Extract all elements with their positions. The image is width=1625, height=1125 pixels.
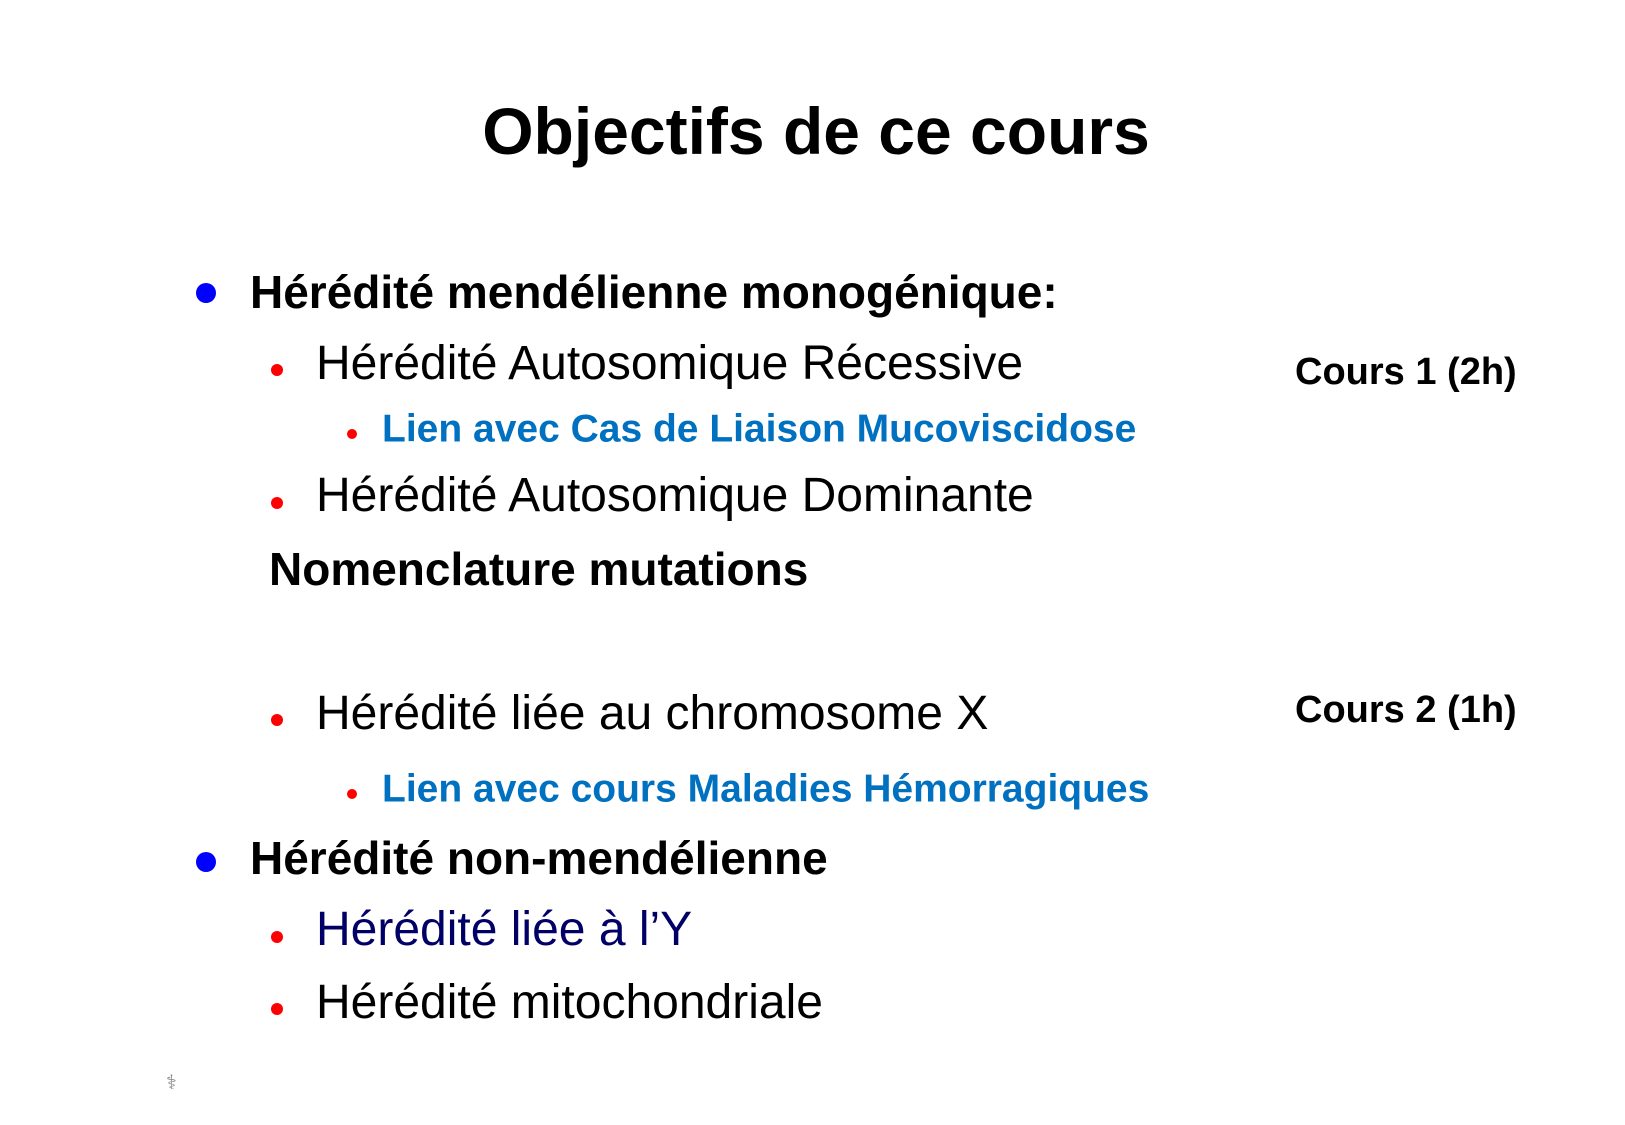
item-y: Hérédité liée à l’Y [316, 903, 693, 956]
item-ad: Hérédité Autosomique Dominante [316, 469, 1034, 522]
bullet-dot [271, 1003, 283, 1015]
item-ar: Hérédité Autosomique Récessive [316, 337, 1024, 390]
item-mendelian: Hérédité mendélienne monogénique: [250, 266, 1058, 318]
link-hemorragiques[interactable]: Lien avec cours Maladies Hémorragiques [382, 767, 1150, 811]
bullet-dot [271, 714, 283, 726]
link-mucoviscidose[interactable]: Lien avec Cas de Liaison Mucoviscidose [382, 407, 1137, 451]
caduceus-logo-icon: ⚕ [166, 1072, 177, 1094]
bullet-dot [196, 283, 216, 303]
item-non-mendelian: Hérédité non-mendélienne [250, 832, 828, 884]
bullet-dot [271, 497, 283, 509]
item-nomenclature: Nomenclature mutations [269, 543, 809, 595]
slide-title: Objectifs de ce cours [482, 94, 1150, 168]
cours1-label: Cours 1 (2h) [1295, 351, 1517, 393]
bullet-dot [347, 789, 357, 799]
bullet-dot [271, 364, 283, 376]
bullet-dot [271, 931, 283, 943]
cours2-label: Cours 2 (1h) [1295, 689, 1517, 731]
bullet-dot [196, 852, 216, 872]
item-mito: Hérédité mitochondriale [316, 976, 823, 1029]
bullet-dot [347, 429, 357, 439]
item-x: Hérédité liée au chromosome X [316, 687, 989, 740]
